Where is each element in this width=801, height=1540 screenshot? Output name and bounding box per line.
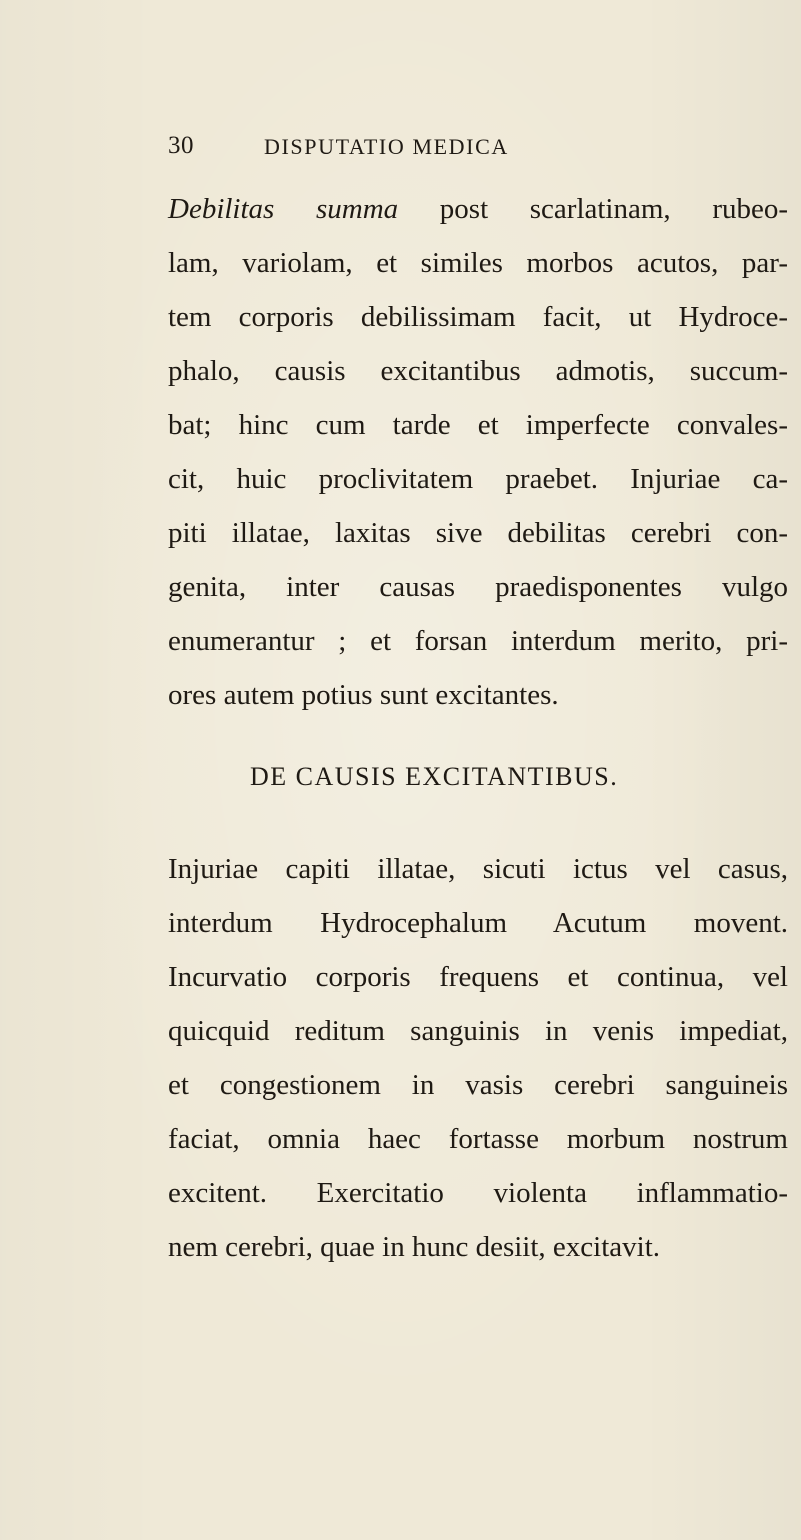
paragraph-line: quicquid reditum sanguinis in venis impediat, <box>168 1015 788 1047</box>
page-number: 30 <box>168 132 194 159</box>
paragraph-line: Injuriae capiti illatae, sicuti ictus vel casus, <box>168 853 788 885</box>
paragraph-line: phalo, causis excitantibus admotis, succum- <box>168 355 788 387</box>
paragraph-line: cit, huic proclivitatem praebet. Injuriae ca- <box>168 463 788 495</box>
paragraph-line: nem cerebri, quae in hunc desiit, excitavit. <box>168 1231 661 1263</box>
paragraph-line: et congestionem in vasis cerebri sanguineis <box>168 1069 788 1101</box>
section-heading: DE CAUSIS EXCITANTIBUS. <box>250 762 619 791</box>
paragraph-line <box>168 182 788 236</box>
page-header <box>168 132 628 164</box>
paragraph-line: ores autem potius sunt excitantes. <box>168 679 559 711</box>
paragraph-line: genita, inter causas praedisponentes vulgo <box>168 571 788 603</box>
line-text: post scarlatinam, rubeo- <box>398 193 788 225</box>
paragraph-line: tem corporis debilissimam facit, ut Hydroce- <box>168 301 788 333</box>
paragraph-injuriae <box>168 842 788 1274</box>
paragraph-line: piti illatae, laxitas sive debilitas cerebri con- <box>168 517 788 549</box>
italic-phrase: Debilitas summa <box>168 193 399 225</box>
paragraph-line: bat; hinc cum tarde et imperfecte convales- <box>168 409 788 441</box>
paragraph-line: interdum Hydrocephalum Acutum movent. <box>168 907 788 939</box>
paragraph-line: lam, variolam, et similes morbos acutos, par- <box>168 247 788 279</box>
paragraph-line: faciat, omnia haec fortasse morbum nostrum <box>168 1123 788 1155</box>
paragraph-line: enumerantur ; et forsan interdum merito, pri- <box>168 625 788 657</box>
paragraph-line: excitent. Exercitatio violenta inflammatio- <box>168 1177 788 1209</box>
paragraph-line: Incurvatio corporis frequens et continua, vel <box>168 961 788 993</box>
paragraph-debilitas <box>168 182 788 722</box>
running-head: DISPUTATIO MEDICA <box>264 134 509 159</box>
